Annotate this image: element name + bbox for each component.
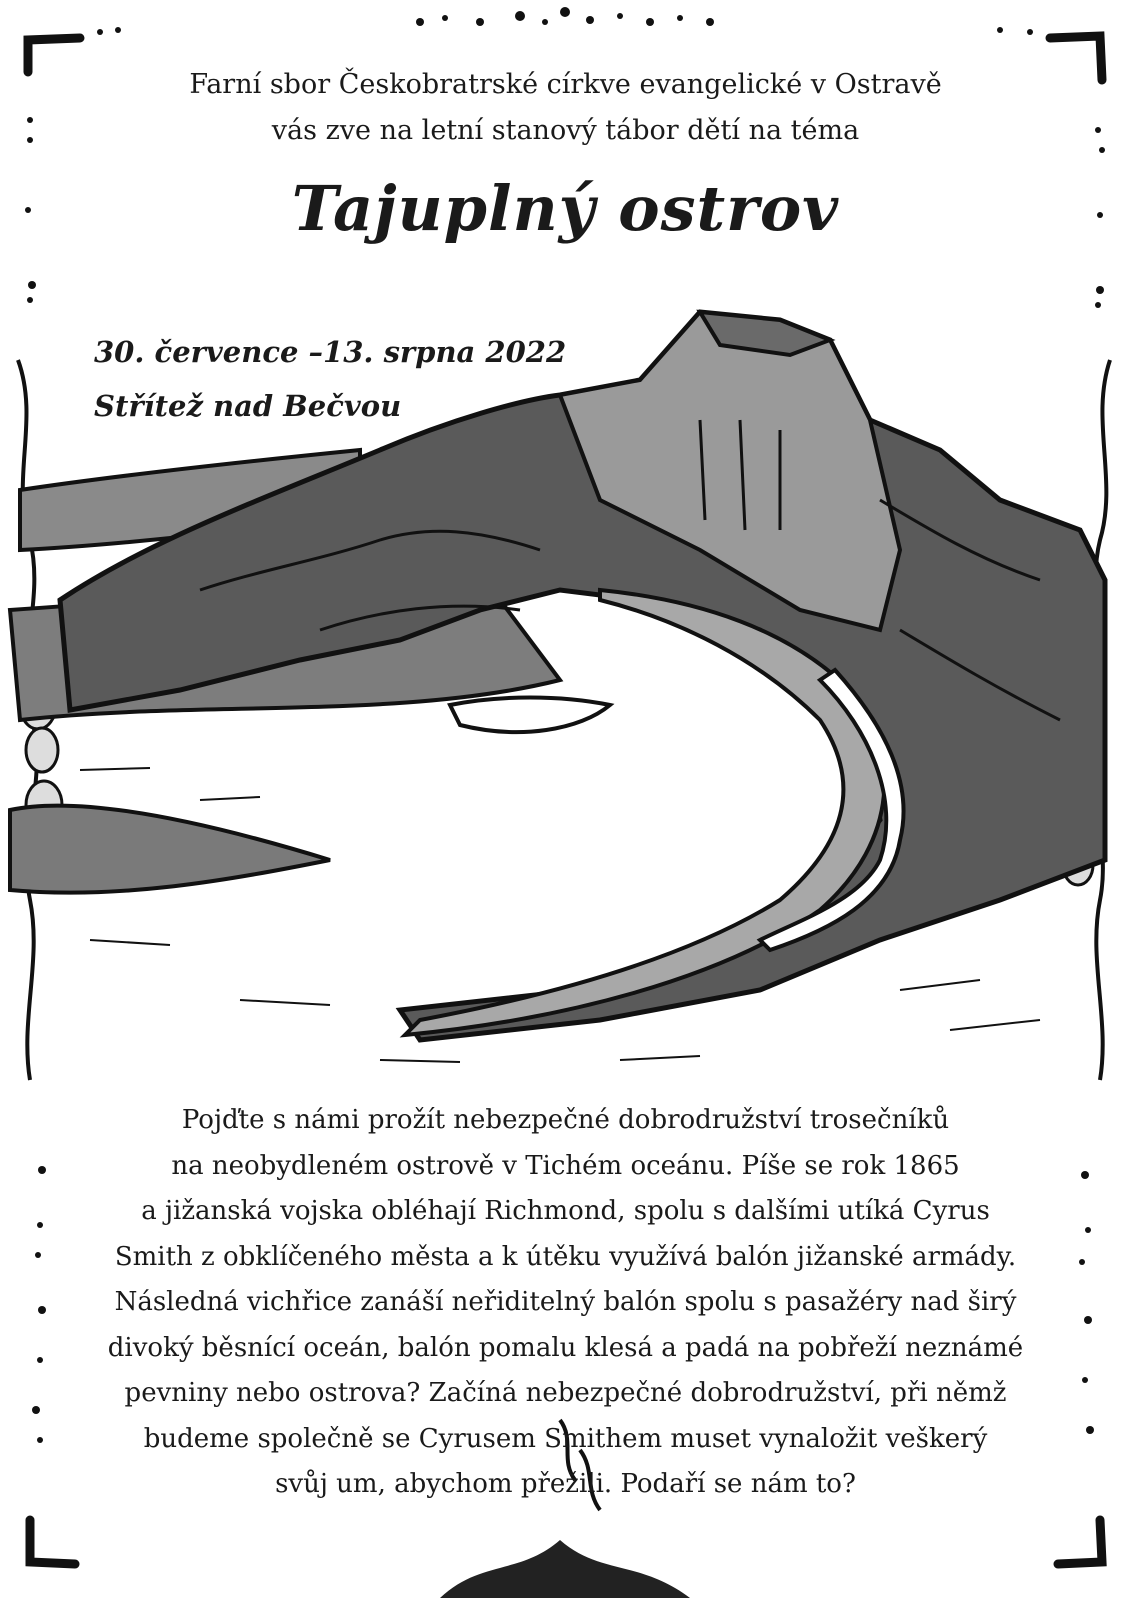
invitation-header	[0, 62, 1131, 154]
description-line: na neobydleném ostrově v Tichém oceánu. Píše se rok 1865	[171, 1150, 960, 1181]
description-line: Následná vichřice zanáší neřiditelný balón spolu s pasažéry nad širý	[114, 1287, 1017, 1317]
description-line: Smith z obklíčeného města a k útěku využívá balón jižanské armády.	[114, 1241, 1017, 1272]
corner-bottom-right	[1058, 1520, 1102, 1564]
event-details	[94, 325, 566, 433]
description-paragraph	[40, 1098, 1091, 1508]
event-place: Střítež nad Bečvou	[94, 389, 402, 423]
description-line: svůj um, abychom přežili. Podaří se nám to?	[275, 1469, 856, 1499]
description-line: Pojďte s námi prožít nebezpečné dobrodružství trosečníků	[181, 1105, 950, 1135]
page-title: Tajuplný ostrov	[291, 172, 840, 245]
description-line: budeme společně se Cyrusem Smithem muset vynaložit veškerý	[143, 1423, 988, 1454]
corner-bottom-left	[30, 1520, 75, 1564]
description-line: pevniny nebo ostrova? Začíná nebezpečné dobrodružství, při němž	[124, 1378, 1007, 1408]
description-line: divoký běsnící oceán, balón pomalu klesá a padá na pobřeží neznámé	[107, 1332, 1024, 1363]
invitation-line: vás zve na letní stanový tábor dětí na téma	[271, 115, 860, 146]
description-line: a jižanská vojska obléhají Richmond, spolu s dalšími utíká Cyrus	[141, 1196, 990, 1226]
event-dates: 30. července –13. srpna 2022	[94, 335, 567, 369]
organizer-line: Farní sbor Českobratrské církve evangelické v Ostravě	[189, 69, 942, 100]
